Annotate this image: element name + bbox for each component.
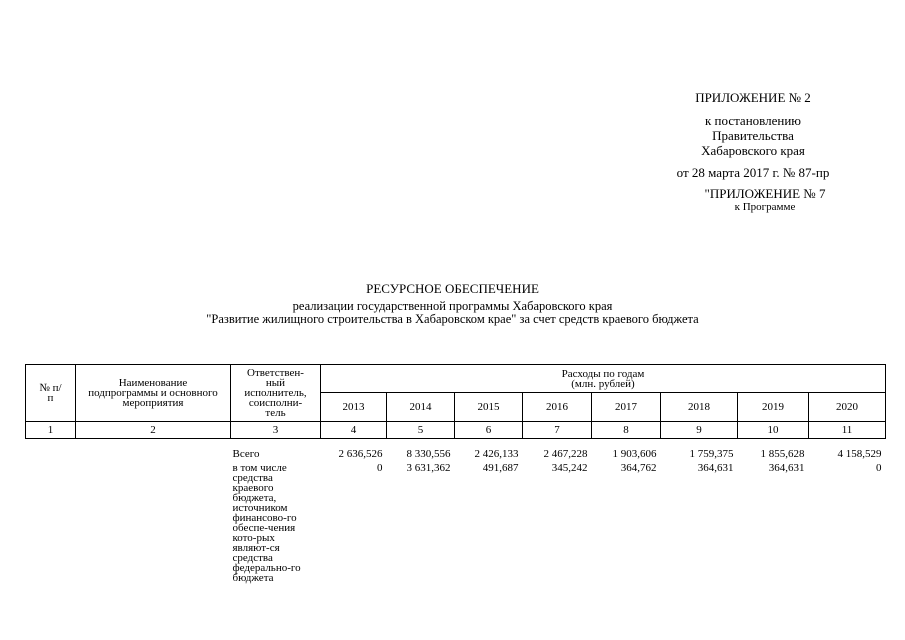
resource-table	[25, 364, 886, 583]
table-cell: 491,687	[482, 462, 519, 474]
table-cell: 364,631	[697, 462, 734, 474]
header-year: 2013	[321, 393, 387, 422]
appendix7-ref: к Программе	[734, 201, 796, 213]
table-cell: 0	[377, 462, 383, 474]
header-expenses-label: Расходы по годам	[561, 367, 645, 380]
header-year: 2017	[592, 393, 661, 422]
column-number: 8	[592, 422, 661, 439]
table-cell: 4 158,529	[837, 448, 882, 460]
header-name: Наименование подпрограммы и основного мероприятия	[76, 365, 231, 422]
document-title: РЕСУРСНОЕ ОБЕСПЕЧЕНИЕ	[366, 281, 539, 296]
table-row	[26, 439, 886, 460]
header-num: № п/п	[26, 365, 76, 422]
header-year: 2016	[523, 393, 592, 422]
column-number: 4	[321, 422, 387, 439]
table-cell: 2 426,133	[474, 448, 519, 460]
table-cell: 2 636,526	[338, 448, 383, 460]
header-year: 2015	[455, 393, 523, 422]
column-number: 1	[26, 422, 76, 439]
appendix-number: ПРИЛОЖЕНИЕ № 2	[695, 90, 811, 105]
row-responsible: в том числе средства краевого бюджета, источником финансово-го обеспе-чения кото-рых являют-ся средства федерально-го бюджета	[232, 462, 301, 584]
table-cell: 3 631,362	[406, 462, 451, 474]
document-subtitle	[0, 300, 905, 326]
header-expenses-unit: (млн. рублей)	[571, 377, 635, 390]
table-cell: 0	[876, 462, 882, 474]
column-number: 6	[455, 422, 523, 439]
appendix7-number: "ПРИЛОЖЕНИЕ № 7	[704, 186, 826, 201]
table-cell: 1 759,375	[689, 448, 734, 460]
row-responsible: Всего	[232, 448, 260, 460]
appendix-ref-line: к постановлению	[704, 113, 802, 128]
column-number: 5	[387, 422, 455, 439]
table-cell: 8 330,556	[406, 448, 451, 460]
appendix-ref-line: Хабаровского края	[701, 143, 805, 158]
subtitle-line: реализации государственной программы Хабаровского края	[292, 299, 613, 313]
header-year: 2014	[387, 393, 455, 422]
column-number: 3	[231, 422, 321, 439]
header-expenses	[321, 365, 886, 393]
table-row	[26, 459, 886, 583]
table-cell: 2 467,228	[543, 448, 588, 460]
column-number: 10	[738, 422, 809, 439]
subtitle-line: "Развитие жилищного строительства в Хабаровском крае" за счет средств краевого бюджета	[206, 312, 699, 326]
column-number: 2	[76, 422, 231, 439]
column-number: 9	[661, 422, 738, 439]
table-cell: 1 903,606	[612, 448, 657, 460]
appendix7-header	[685, 186, 845, 214]
column-number: 7	[523, 422, 592, 439]
appendix-date: от 28 марта 2017 г. № 87-пр	[676, 165, 830, 180]
table-cell: 364,631	[768, 462, 805, 474]
column-number: 11	[809, 422, 886, 439]
appendix-header	[653, 90, 853, 180]
table-cell: 1 855,628	[760, 448, 805, 460]
appendix-ref-line: Правительства	[712, 128, 794, 143]
table-cell: 345,242	[551, 462, 588, 474]
header-year: 2018	[661, 393, 738, 422]
header-resp: Ответствен-ный исполнитель, соисполни-тель	[231, 365, 321, 422]
header-year: 2020	[809, 393, 886, 422]
header-year: 2019	[738, 393, 809, 422]
table-cell: 364,762	[620, 462, 657, 474]
